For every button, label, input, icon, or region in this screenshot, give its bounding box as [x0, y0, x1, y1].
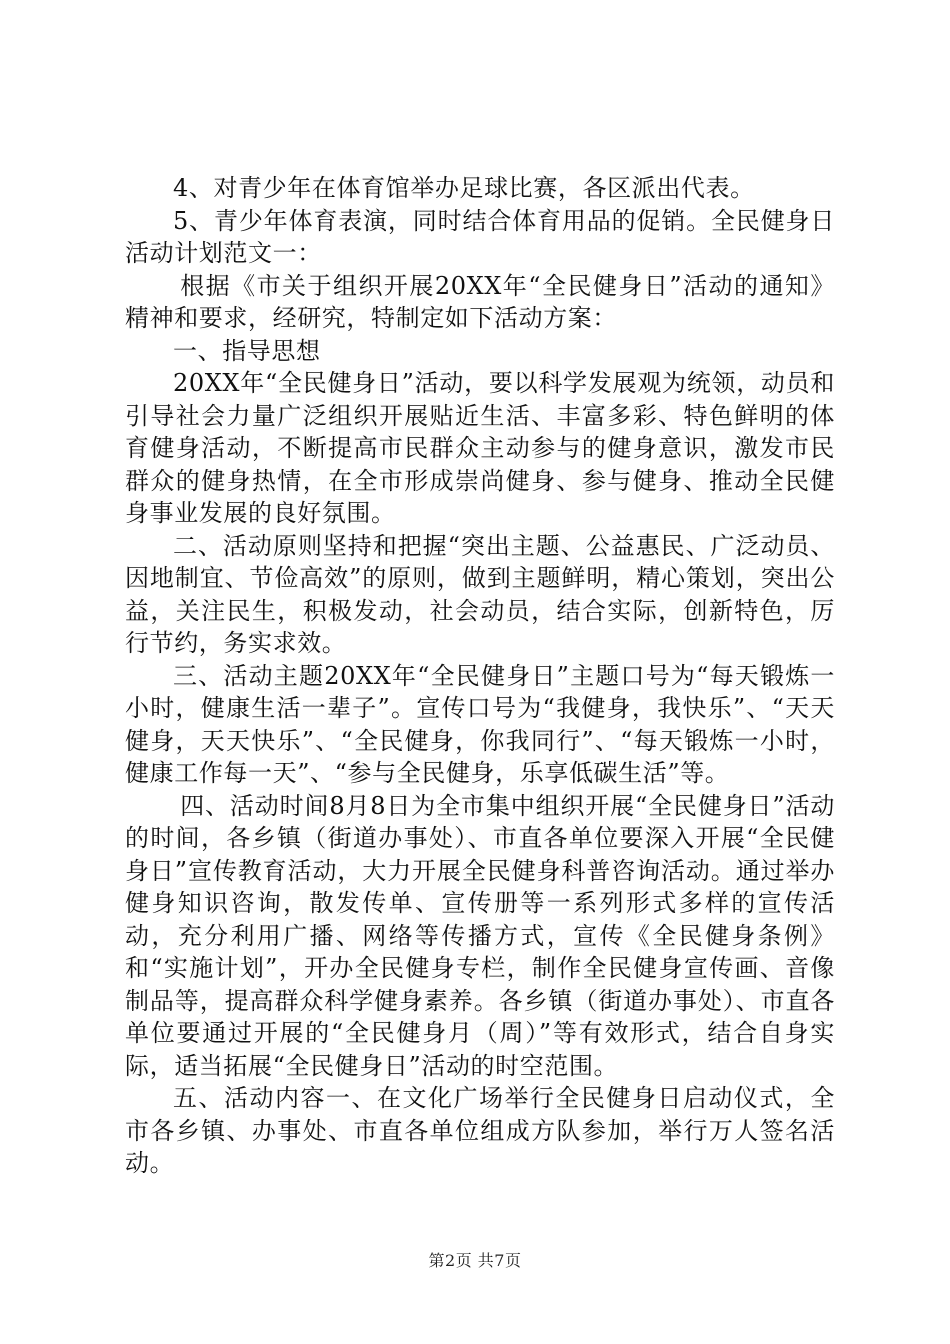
- paragraph-guiding-thought: 20XX年“全民健身日”活动，要以科学发展观为统领，动员和引导社会力量广泛组织开展贴近生活、丰富多彩、特色鲜明的体育健身活动，不断提高市民群众主动参与的健身意识，激发市民群众的健身热情，在全市形成崇尚健身、参与健身、推动全民健身事业发展的良好氛围。: [125, 369, 835, 527]
- paragraph-time: 四、活动时间8月8日为全市集中组织开展“全民健身日”活动的时间，各乡镇（街道办事处）、市直各单位要深入开展“全民健身日”宣传教育活动，大力开展全民健身科普咨询活动。通过举办健身知识咨询，散发传单、宣传册等一系列形式多样的宣传活动，充分利用广播、网络等传播方式，宣传《全民健身条例》和“实施计划”，开办全民健身专栏，制作全民健身宣传画、音像制品等，提高群众科学健身素养。各乡镇（街道办事处）、市直各单位要通过开展的“全民健身月（周）”等有效形式，结合自身实际，适当拓展“全民健身日”活动的时空范围。: [125, 791, 835, 1080]
- paragraph-item-4: 4、对青少年在体育馆举办足球比赛，各区派出代表。: [173, 174, 755, 202]
- paragraph-item-5: 5、青少年体育表演，同时结合体育用品的促销。全民健身日活动计划范文一：: [125, 206, 835, 267]
- section-heading-guiding-thought: 一、指导思想: [173, 336, 321, 365]
- paragraph-basis: 根据《市关于组织开展20XX年“全民健身日”活动的通知》精神和要求，经研究，特制定如下活动方案：: [125, 271, 835, 332]
- paragraph-content: 五、活动内容一、在文化广场举行全民健身日启动仪式，全市各乡镇、办事处、市直各单位组成方队参加，举行万人签名活动。: [125, 1084, 835, 1177]
- page-number-footer: 第2页 共7页: [428, 1251, 522, 1270]
- paragraph-theme: 三、活动主题20XX年“全民健身日”主题口号为“每天锻炼一小时，健康生活一辈子”。宣传口号为“我健身，我快乐”、“天天健身，天天快乐”、“全民健身，你我同行”、“每天锻炼一小时，健康工作每一天”、“参与全民健身，乐享低碳生活”等。: [125, 661, 835, 787]
- document-body: [125, 172, 835, 1180]
- paragraph-principles: 二、活动原则坚持和把握“突出主题、公益惠民、广泛动员、因地制宜、节俭高效”的原则，做到主题鲜明，精心策划，突出公益，关注民生，积极发动，社会动员，结合实际，创新特色，厉行节约，务实求效。: [125, 531, 835, 657]
